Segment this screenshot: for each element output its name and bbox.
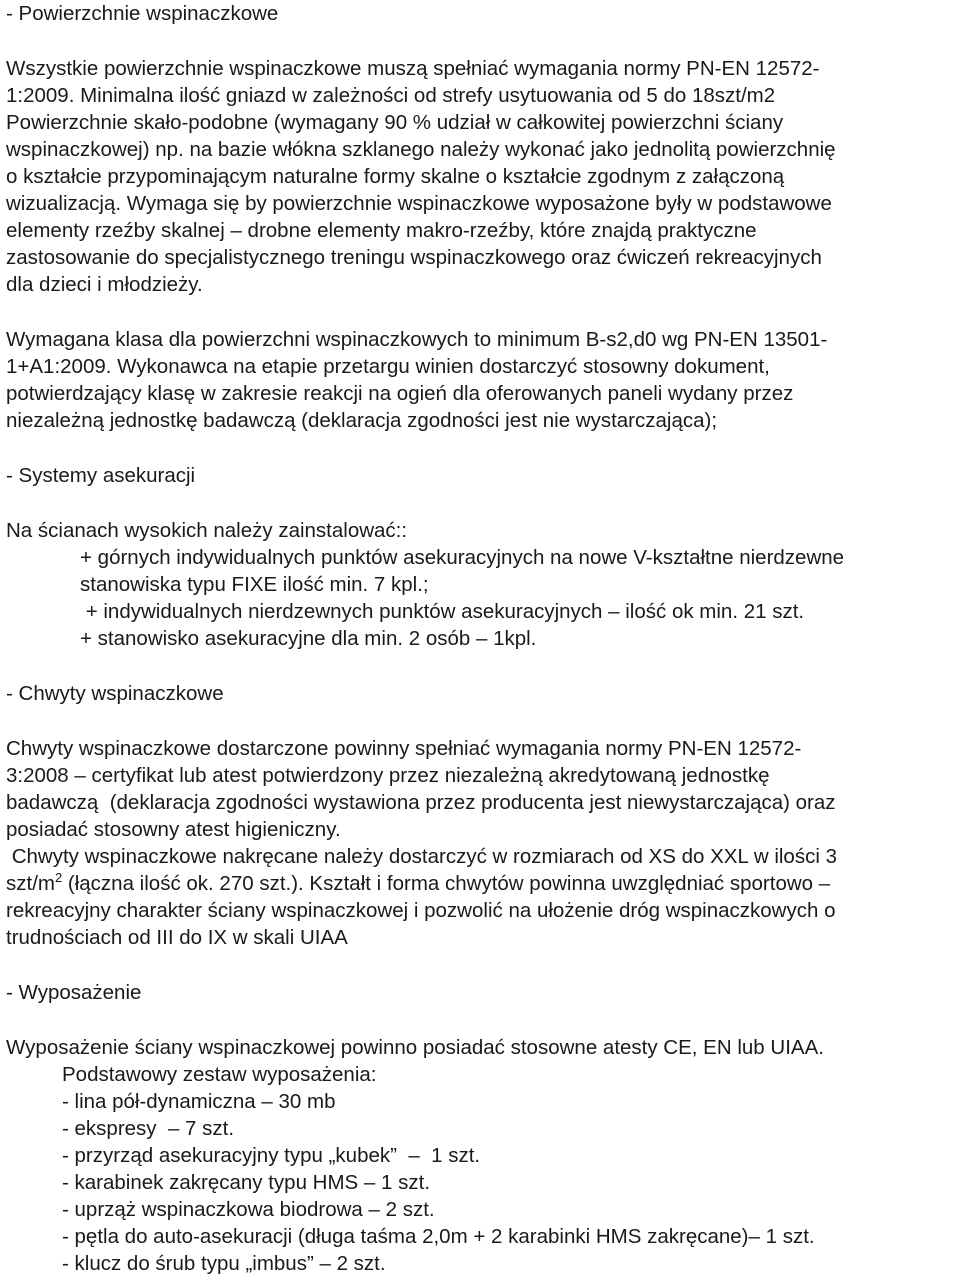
text-line: 1+A1:2009. Wykonawca na etapie przetargu winien dostarczyć stosowny dokument, — [6, 355, 770, 378]
list-item: + stanowisko asekuracyjne dla min. 2 osób – 1kpl. — [80, 627, 537, 650]
spacer — [6, 434, 956, 462]
text-line: niezależną jednostkę badawczą (deklaracja zgodności jest nie wystarczająca); — [6, 409, 718, 432]
equipment-list — [6, 1088, 956, 1277]
list-item: - pętla do auto-asekuracji (długa taśma 2,0m + 2 karabinki HMS zakręcane)– 1 szt. — [62, 1225, 815, 1248]
section-heading-surfaces: - Powierzchnie wspinaczkowe — [6, 2, 279, 25]
list-item-continuation: stanowiska typu FIXE ilość min. 7 kpl.; — [80, 573, 429, 596]
list-item: - ekspresy – 7 szt. — [62, 1117, 235, 1140]
text-line: zastosowanie do specjalistycznego treningu wspinaczkowego oraz ćwiczeń rekreacyjnych — [6, 246, 822, 269]
holds-paragraph-1 — [6, 735, 956, 843]
text-line: badawczą (deklaracja zgodności wystawiona przez producenta jest niewystarczająca) oraz — [6, 791, 836, 814]
text-line: dla dzieci i młodzieży. — [6, 273, 203, 296]
text-line: 1:2009. Minimalna ilość gniazd w zależności od strefy usytuowania od 5 do 18szt/m2 — [6, 84, 776, 107]
spacer — [6, 951, 956, 979]
text-line: wspinaczkowej) np. na bazie włókna szklanego należy wykonać jako jednolitą powierzchnię — [6, 138, 836, 161]
equipment-intro: Wyposażenie ściany wspinaczkowej powinno posiadać stosowne atesty CE, EN lub UIAA. — [6, 1036, 824, 1059]
text-line: Powierzchnie skało-podobne (wymagany 90 % udział w całkowitej powierzchni ściany — [6, 111, 784, 134]
spacer — [6, 489, 956, 517]
unit-text: szt/m — [6, 872, 55, 895]
text-line: 3:2008 – certyfikat lub atest potwierdzony przez niezależną akredytowaną jednostkę — [6, 764, 770, 787]
section-heading-equipment: - Wyposażenie — [6, 981, 142, 1004]
text-line: elementy rzeźby skalnej – drobne elementy makro-rzeźby, które znajdą praktyczne — [6, 219, 757, 242]
holds-paragraph-2 — [6, 843, 956, 951]
surfaces-paragraph-2 — [6, 326, 956, 434]
equipment-subheading: Podstawowy zestaw wyposażenia: — [62, 1063, 377, 1086]
list-item: + indywidualnych nierdzewnych punktów asekuracyjnych – ilość ok min. 21 szt. — [80, 600, 805, 623]
list-item: - lina pół-dynamiczna – 30 mb — [62, 1090, 336, 1113]
superscript: 2 — [54, 870, 63, 885]
text-line: potwierdzający klasę w zakresie reakcji na ogień dla oferowanych paneli wydany przez — [6, 382, 794, 405]
spacer — [6, 707, 956, 735]
text-run: (łączna ilość ok. 270 szt.). Kształt i forma chwytów powinna uwzględniać sportowo – — [62, 872, 831, 895]
list-item: - przyrząd asekuracyjny typu „kubek” – 1 szt. — [62, 1144, 481, 1167]
list-item: - uprząż wspinaczkowa biodrowa – 2 szt. — [62, 1198, 435, 1221]
text-line: trudnościach od III do IX w skali UIAA — [6, 926, 348, 949]
belay-list — [6, 544, 956, 652]
spacer — [6, 298, 956, 326]
section-heading-holds: - Chwyty wspinaczkowe — [6, 682, 224, 705]
spacer — [6, 1006, 956, 1034]
spacer — [6, 27, 956, 55]
text-line-with-superscript — [6, 870, 956, 897]
document-page — [6, 0, 956, 1277]
text-line: o kształcie przypominającym naturalne formy skalne o kształcie zgodnym z załączoną — [6, 165, 785, 188]
text-line: Wymagana klasa dla powierzchni wspinaczkowych to minimum B-s2,d0 wg PN-EN 13501- — [6, 328, 828, 351]
list-item: - klucz do śrub typu „imbus” – 2 szt. — [62, 1252, 386, 1275]
text-line: wizualizacją. Wymaga się by powierzchnie wspinaczkowe wyposażone były w podstawowe — [6, 192, 832, 215]
spacer — [6, 652, 956, 680]
list-item: + górnych indywidualnych punktów asekuracyjnych na nowe V-kształtne nierdzewne — [80, 546, 845, 569]
text-line: posiadać stosowny atest higieniczny. — [6, 818, 341, 841]
text-line: Wszystkie powierzchnie wspinaczkowe muszą spełniać wymagania normy PN-EN 12572- — [6, 57, 820, 80]
text-line: Chwyty wspinaczkowe nakręcane należy dostarczyć w rozmiarach od XS do XXL w ilości 3 — [6, 845, 837, 868]
section-heading-belay: - Systemy asekuracji — [6, 464, 196, 487]
list-item: - karabinek zakręcany typu HMS – 1 szt. — [62, 1171, 431, 1194]
belay-intro: Na ścianach wysokich należy zainstalować:: — [6, 519, 408, 542]
surfaces-paragraph-1 — [6, 55, 956, 298]
text-line: Chwyty wspinaczkowe dostarczone powinny spełniać wymagania normy PN-EN 12572- — [6, 737, 802, 760]
text-line: rekreacyjny charakter ściany wspinaczkowej i pozwolić na ułożenie dróg wspinaczkowych o — [6, 899, 836, 922]
